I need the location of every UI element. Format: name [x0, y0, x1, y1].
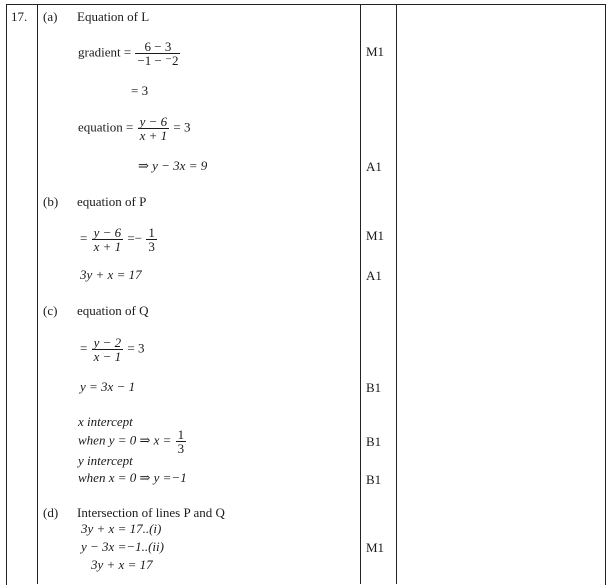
part-c-mark-2: B1	[366, 434, 382, 449]
part-b-rhs-denominator: 3	[148, 239, 155, 254]
marking-scheme-table	[6, 4, 606, 585]
part-c-eq-prefix: =	[80, 340, 88, 356]
x-intercept-when: when y = 0 ⇒ x =	[78, 432, 172, 448]
part-a-label: (a)	[43, 9, 58, 24]
part-b-rhs-numerator: 1	[148, 225, 155, 240]
part-b-rhs-fraction	[146, 226, 157, 253]
column-divider-marks	[396, 4, 397, 584]
equation-prefix: equation =	[78, 119, 134, 135]
part-a-heading: Equation of L	[77, 9, 150, 24]
part-b-equation-line	[80, 226, 158, 253]
column-divider-working	[360, 4, 361, 584]
x-intercept-denominator: 3	[177, 441, 185, 456]
part-d-mark-1: M1	[366, 540, 385, 555]
part-c-eq-fraction	[92, 336, 124, 363]
part-c-eq-denominator: x − 1	[93, 349, 122, 364]
y-intercept-label: y intercept	[78, 453, 133, 468]
part-a-mark-2: A1	[366, 159, 382, 174]
part-b-eq-mid: =−	[127, 230, 143, 246]
part-d-line-3: 3y + x = 17	[91, 557, 153, 572]
part-d-line-1: 3y + x = 17..(i)	[81, 521, 162, 536]
x-intercept-label: x intercept	[78, 414, 133, 429]
part-a-gradient-result: = 3	[131, 83, 149, 98]
part-a-equation-result: ⇒ y − 3x = 9	[138, 158, 208, 173]
part-a-equation-line	[78, 115, 191, 142]
part-b-label: (b)	[43, 194, 59, 209]
x-intercept-line	[78, 428, 187, 455]
part-c-label: (c)	[43, 303, 58, 318]
gradient-numerator: 6 − 3	[135, 40, 180, 54]
part-a-mark-1: M1	[366, 44, 385, 59]
part-b-eq-numerator: y − 6	[93, 225, 122, 240]
part-c-equation-line	[80, 336, 144, 363]
question-number: 17.	[11, 9, 28, 24]
part-b-mark-2: A1	[366, 268, 382, 283]
part-c-result: y = 3x − 1	[80, 379, 136, 394]
part-b-mark-1: M1	[366, 228, 385, 243]
part-c-heading: equation of Q	[77, 303, 149, 318]
part-b-eq-prefix: =	[80, 230, 88, 246]
part-d-label: (d)	[43, 505, 59, 520]
equation-suffix: = 3	[173, 119, 191, 135]
part-b-eq-fraction	[92, 226, 124, 253]
part-b-result: 3y + x = 17	[80, 267, 142, 282]
part-d-line-2: y − 3x =−1..(ii)	[81, 539, 164, 554]
part-b-heading: equation of P	[77, 194, 147, 209]
part-a-gradient-line	[78, 40, 181, 67]
y-intercept-when: when x = 0 ⇒ y =−1	[78, 470, 187, 485]
part-c-eq-suffix: = 3	[127, 340, 145, 356]
column-divider-number	[37, 4, 38, 584]
gradient-prefix: gradient =	[78, 44, 132, 60]
part-d-heading: Intersection of lines P and Q	[77, 505, 225, 520]
equation-denominator: x + 1	[139, 128, 168, 143]
part-c-eq-numerator: y − 2	[93, 335, 122, 350]
gradient-fraction	[135, 40, 180, 67]
part-c-mark-1: B1	[366, 380, 382, 395]
part-b-eq-denominator: x + 1	[93, 239, 122, 254]
equation-numerator: y − 6	[139, 114, 168, 129]
equation-fraction	[138, 115, 170, 142]
x-intercept-numerator: 1	[177, 427, 185, 442]
x-intercept-fraction	[176, 428, 187, 455]
gradient-denominator: −1 − ⁻2	[137, 53, 179, 68]
part-c-mark-3: B1	[366, 472, 382, 487]
